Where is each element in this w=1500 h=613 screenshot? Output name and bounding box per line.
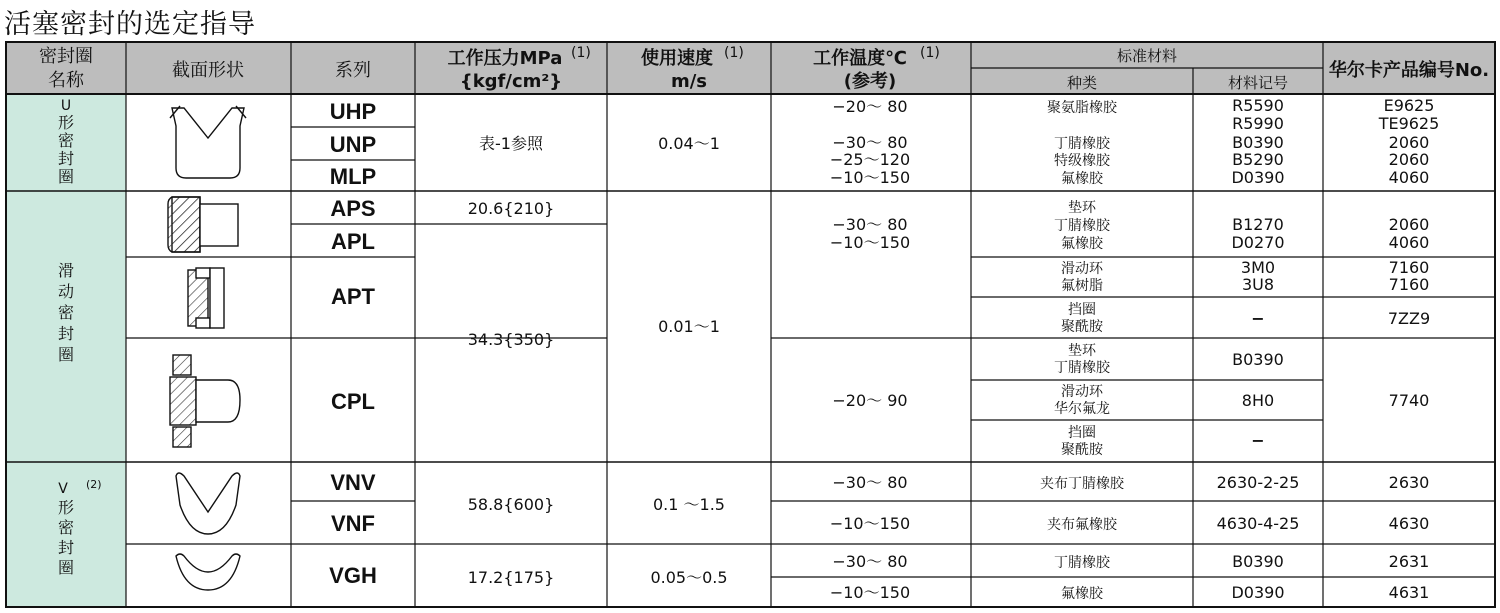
kind-a-3: 氟橡胶 <box>1061 236 1103 252</box>
s-group-label-5: 圈 <box>57 345 75 364</box>
series-uhp: UHP <box>329 99 377 124</box>
kind-vnf: 夹布氟橡胶 <box>1047 517 1117 533</box>
header-temp: 工作温度℃ <box>813 48 907 69</box>
code-c2: 8H0 <box>1241 391 1275 410</box>
code-t2: − <box>1251 309 1265 328</box>
speed-slide: 0.01〜1 <box>658 317 720 336</box>
header-code: 材料记号 <box>1227 74 1289 92</box>
kind-t1-2: 氟树脂 <box>1061 278 1103 294</box>
s-group-label-2: 动 <box>57 282 75 301</box>
vgh-packing-icon <box>176 554 240 590</box>
series-cpl: CPL <box>331 389 375 414</box>
v-group-label-2: 形 <box>57 498 75 517</box>
speed-vgh: 0.05〜0.5 <box>650 568 728 587</box>
series-apl: APL <box>331 229 375 254</box>
header-pressure-note: (1) <box>571 45 591 61</box>
kind-c3-2: 聚酰胺 <box>1061 442 1103 458</box>
s-group-label-4: 封 <box>57 324 75 343</box>
product-vnv: 2630 <box>1388 473 1430 492</box>
series-mlp: MLP <box>329 164 377 189</box>
kind-t2-1: 挡圈 <box>1068 302 1096 318</box>
u-group-label-5: 圈 <box>57 167 75 186</box>
v-group-label-4: 封 <box>57 538 75 557</box>
kind-vgh2: 氟橡胶 <box>1061 586 1103 602</box>
product-u1b: TE9625 <box>1378 114 1440 133</box>
speed-vn: 0.1 〜1.5 <box>653 495 725 514</box>
header-kind: 种类 <box>1066 74 1098 92</box>
header-temp-note: (1) <box>920 45 940 61</box>
series-apt: APT <box>331 284 375 309</box>
code-u1b: R5990 <box>1232 114 1284 133</box>
page-title: 活塞密封的选定指导 <box>4 9 256 40</box>
product-vnf: 4630 <box>1388 514 1430 533</box>
kind-c1-1: 垫环 <box>1068 343 1096 359</box>
kind-a-1: 垫环 <box>1068 200 1096 216</box>
code-vnf: 4630-4-25 <box>1216 514 1300 533</box>
apt-seal-icon <box>188 268 224 328</box>
temp-a1: −30〜 80 <box>832 215 908 234</box>
series-unp: UNP <box>329 132 377 157</box>
product-u3: 2060 <box>1388 150 1430 169</box>
code-vgh2: D0390 <box>1231 583 1285 602</box>
kind-c3-1: 挡圈 <box>1068 425 1096 441</box>
product-vgh2: 4631 <box>1388 583 1430 602</box>
pressure-slide: 34.3{350} <box>467 330 555 349</box>
header-name-2: 名称 <box>48 70 84 91</box>
product-t2: 7ZZ9 <box>1387 309 1431 328</box>
kind-a-2: 丁腈橡胶 <box>1054 218 1110 234</box>
code-u3: B5290 <box>1232 150 1284 169</box>
header-pressure-unit: {kgf/cm²} <box>459 71 563 92</box>
header-pressure: 工作压力MPa <box>447 48 563 69</box>
series-vnv: VNV <box>330 470 376 495</box>
code-c3: − <box>1251 431 1265 450</box>
temp-u3: −25〜120 <box>829 150 911 169</box>
code-c1: B0390 <box>1232 350 1284 369</box>
u-group-label-3: 密 <box>57 131 75 150</box>
v-group-label-5: 圈 <box>57 558 75 577</box>
temp-u1: −20〜 80 <box>832 97 908 116</box>
series-aps: APS <box>330 196 376 221</box>
kind-vnv: 夹布丁腈橡胶 <box>1040 476 1124 492</box>
temp-vnv: −30〜 80 <box>832 473 908 492</box>
header-speed: 使用速度 <box>641 48 713 69</box>
temp-column <box>830 97 910 602</box>
pressure-u: 表-1参照 <box>479 134 543 153</box>
code-u2: B0390 <box>1232 133 1284 152</box>
header-product: 华尔卡产品编号No. <box>1328 60 1490 81</box>
code-vnv: 2630-2-25 <box>1216 473 1300 492</box>
aps-seal-icon <box>168 197 238 252</box>
temp-u2: −30〜 80 <box>832 133 908 152</box>
header-speed-note: (1) <box>724 45 744 61</box>
u-group-label-4: 封 <box>57 149 75 168</box>
pressure-aps: 20.6{210} <box>467 199 555 218</box>
code-t1a: 3M0 <box>1240 258 1276 277</box>
product-a2: 4060 <box>1388 233 1430 252</box>
code-u1: R5590 <box>1232 96 1284 115</box>
pressure-column <box>468 134 555 587</box>
kind-c2-2: 华尔氟龙 <box>1054 401 1110 417</box>
product-u4: 4060 <box>1388 168 1430 187</box>
u-seal-icon <box>170 106 246 178</box>
code-a1: B1270 <box>1232 215 1284 234</box>
header-series: 系列 <box>335 60 371 81</box>
code-a2: D0270 <box>1231 233 1285 252</box>
temp-vgh2: −10〜150 <box>829 583 911 602</box>
temp-a2: −10〜150 <box>829 233 911 252</box>
u-group-label-2: 形 <box>57 113 75 132</box>
series-column <box>329 99 377 588</box>
speed-u: 0.04〜1 <box>658 134 720 153</box>
kind-vgh1: 丁腈橡胶 <box>1054 555 1110 571</box>
v-group-note: (2) <box>86 478 102 491</box>
product-t1b: 7160 <box>1388 275 1430 294</box>
kind-u2: 丁腈橡胶 <box>1054 136 1110 152</box>
pressure-vn: 58.8{600} <box>467 495 555 514</box>
product-vgh1: 2631 <box>1388 552 1430 571</box>
product-t1a: 7160 <box>1388 258 1430 277</box>
product-u2: 2060 <box>1388 133 1430 152</box>
product-u1: E9625 <box>1383 96 1435 115</box>
temp-u4: −10〜150 <box>829 168 911 187</box>
s-group-label-3: 密 <box>57 303 75 322</box>
kind-t2-2: 聚酰胺 <box>1061 319 1103 335</box>
header-name-1: 密封圈 <box>39 46 93 67</box>
speed-column <box>650 134 727 587</box>
kind-u4: 氟橡胶 <box>1061 171 1103 187</box>
product-a1: 2060 <box>1388 215 1430 234</box>
kind-u3: 特级橡胶 <box>1054 153 1110 169</box>
header-speed-unit: m/s <box>670 71 708 92</box>
code-vgh1: B0390 <box>1232 552 1284 571</box>
code-t1b: 3U8 <box>1241 275 1275 294</box>
product-column <box>1378 96 1440 602</box>
code-column <box>1217 96 1300 602</box>
kind-u1: 聚氨脂橡胶 <box>1047 100 1117 116</box>
s-group-label-1: 滑 <box>57 261 75 280</box>
series-vnf: VNF <box>331 511 375 536</box>
header-temp-ref: (参考) <box>843 71 897 92</box>
product-cpl: 7740 <box>1388 391 1430 410</box>
kind-t1-1: 滑动环 <box>1061 261 1103 277</box>
v-group-label-1: V <box>58 481 68 497</box>
series-vgh: VGH <box>329 563 377 588</box>
temp-vnf: −10〜150 <box>829 514 911 533</box>
v-group-label-3: 密 <box>57 518 75 537</box>
header-section: 截面形状 <box>172 60 244 81</box>
cpl-seal-icon <box>170 355 240 447</box>
kind-c2-1: 滑动环 <box>1061 384 1103 400</box>
kind-column <box>1040 99 1125 602</box>
kind-c1-2: 丁腈橡胶 <box>1054 360 1110 376</box>
temp-vgh1: −30〜 80 <box>832 552 908 571</box>
pressure-vgh: 17.2{175} <box>467 568 555 587</box>
code-u4: D0390 <box>1231 168 1285 187</box>
header-material: 标准材料 <box>1116 47 1178 65</box>
temp-cpl: −20〜 90 <box>832 391 908 410</box>
u-group-label-1: U <box>60 98 72 114</box>
v-packing-icon <box>176 473 240 534</box>
